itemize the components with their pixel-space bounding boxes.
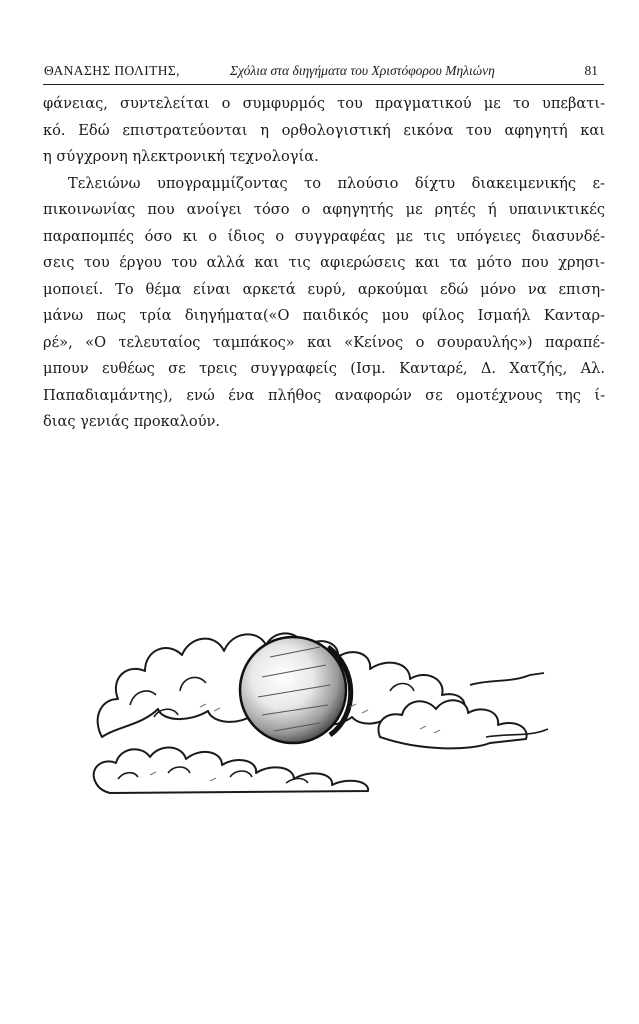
text-line: η σύγχρονη ηλεκτρονική τεχνολογία.	[43, 148, 319, 165]
text-line: πικοινωνίας που ανοίγει τόσο ο αφηγητής με ρητές ή υπαινικτικές	[43, 201, 605, 218]
header-author: ΘΑΝΑΣΗΣ ΠΟΛΙΤΗΣ,	[44, 63, 180, 78]
text-line: Τελειώνω υπογραμμίζοντας το πλούσιο δίχτυ διακειμενικής ε-	[68, 174, 605, 192]
text-line: παραπομπές όσο κι ο ίδιος ο συγγραφέας με τις υπόγειες διασυνδέ-	[43, 227, 605, 245]
text-line: κό. Εδώ επιστρατεύονται η ορθολογιστική εικόνα του αφηγητή και	[43, 121, 605, 139]
body-text	[43, 91, 605, 436]
header-rule	[43, 84, 604, 85]
text-line: μπουν ευθέως σε τρεις συγγραφείς (Ισμ. Κανταρέ, Δ. Χατζής, Αλ.	[43, 360, 605, 377]
text-line: Παπαδιαμάντης), ενώ ένα πλήθος αναφορών σε ομοτέχνους της ί-	[43, 386, 605, 404]
text-line: σεις του έργου του αλλά και τις αφιερώσεις και τα μότο που χρησι-	[43, 254, 605, 271]
header-title: Σχόλια στα διηγήματα του Χριστόφορου Μηλιώνη	[230, 63, 495, 78]
text-line: ρέ», «Ο τελευταίος ταμπάκος» και «Κείνος ο σουραυλής») παραπέ-	[43, 333, 605, 351]
cloud-lower	[94, 747, 368, 793]
page-number: 81	[584, 63, 598, 78]
text-line: μοποιεί. Το θέμα είναι αρκετά ευρύ, αρκούμαι εδώ μόνο να επιση-	[43, 280, 605, 298]
text-line: διας γενιάς προκαλούν.	[43, 413, 221, 430]
moon-clouds-illustration	[90, 587, 550, 797]
text-line: μάνω πως τρία διηγήματα(«Ο παιδικός μου φίλος Ισμαήλ Κανταρ-	[43, 307, 605, 324]
text-line: φάνειας, συντελείται ο συμφυρμός του πραγματικού με το υπεβατι-	[43, 95, 605, 112]
